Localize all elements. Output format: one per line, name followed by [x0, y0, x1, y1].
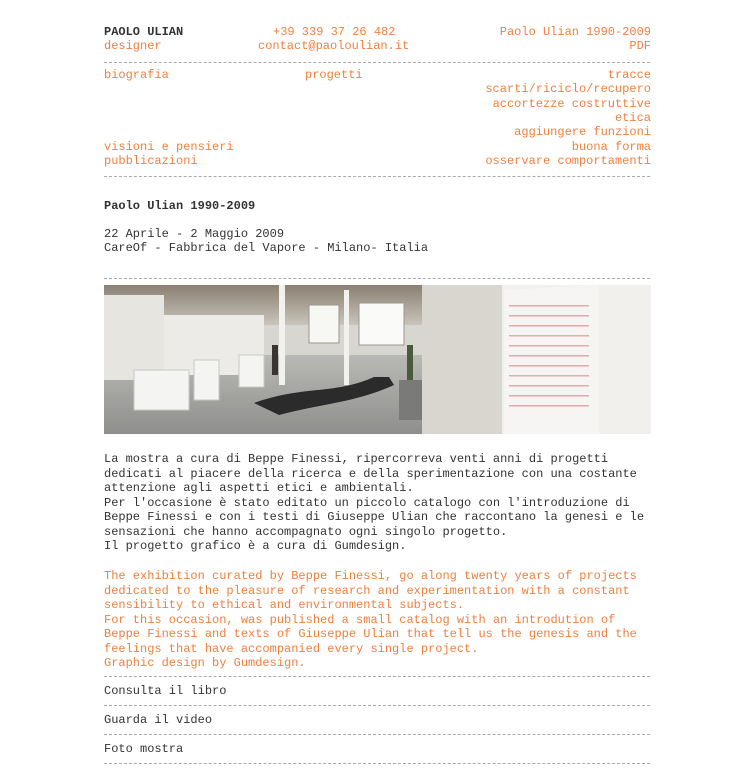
nav-scarti[interactable]: scarti/riciclo/recupero: [485, 82, 651, 96]
text-line: sensazioni che hanno accompagnato ogni singolo progetto.: [104, 524, 508, 539]
exhibit-link[interactable]: Paolo Ulian 1990-2009: [499, 25, 651, 39]
text-line: attenzione agli aspetti etici e ambientali.: [104, 481, 414, 495]
pdf-link[interactable]: PDF: [629, 39, 651, 53]
text-line: Beppe Finessi e con i testi di Giuseppe Ulian che raccontano la genesi e le: [104, 510, 645, 524]
nav-etica[interactable]: etica: [614, 111, 651, 125]
book-link[interactable]: Consulta il libro: [104, 684, 227, 698]
phone-number: +39 339 37 26 482: [273, 25, 396, 39]
exhibition-title: Paolo Ulian 1990-2009: [104, 199, 256, 213]
divider: [104, 734, 650, 735]
exhibition-venue: CareOf - Fabbrica del Vapore - Milano- Italia: [104, 241, 429, 255]
text-line: Beppe Finessi and texts of Giuseppe Ulian that tell us the genesis and the: [104, 627, 637, 641]
text-line: Il progetto grafico è a cura di Gumdesign.: [104, 539, 407, 553]
description-en: [104, 569, 664, 671]
nav-aggiungere[interactable]: aggiungere funzioni: [514, 125, 651, 139]
text-line: For this occasion, was published a small catalog with an introdution of: [104, 612, 616, 627]
divider: [104, 705, 650, 706]
divider: [104, 62, 650, 63]
exhibition-dates: 22 Aprile - 2 Maggio 2009: [104, 227, 285, 241]
nav-tracce[interactable]: tracce: [607, 68, 651, 82]
text-line: dedicated to the pleasure of research and experimentation with a constant: [104, 583, 630, 598]
divider: [104, 676, 650, 677]
text-line: Graphic design by Gumdesign.: [104, 656, 306, 670]
site-role: designer: [104, 39, 162, 53]
divider: [104, 176, 650, 177]
nav-biografia[interactable]: biografia: [104, 68, 169, 82]
text-line: La mostra a cura di Beppe Finessi, ripercorreva venti anni di progetti: [104, 452, 609, 466]
text-line: dedicati al piacere della ricerca e della sperimentazione con una costante: [104, 466, 637, 481]
photos-link[interactable]: Foto mostra: [104, 742, 184, 756]
email-link[interactable]: contact@paoloulian.it: [258, 39, 410, 53]
video-link[interactable]: Guarda il video: [104, 713, 213, 727]
nav-osservare[interactable]: osservare comportamenti: [485, 154, 651, 168]
text-line: The exhibition curated by Beppe Finessi, go along twenty years of projects: [104, 569, 637, 583]
text-line: sensibility to ethical and environmental subjects.: [104, 598, 465, 612]
divider: [104, 278, 650, 279]
nav-progetti[interactable]: progetti: [305, 68, 363, 82]
text-line: feelings that have accompanied every single project.: [104, 641, 479, 656]
nav-pubblicazioni[interactable]: pubblicazioni: [104, 154, 198, 168]
nav-accortezze[interactable]: accortezze costruttive: [492, 97, 651, 111]
divider: [104, 763, 650, 764]
nav-visioni[interactable]: visioni e pensieri: [104, 140, 234, 154]
exhibition-photo: [104, 285, 651, 434]
site-name: PAOLO ULIAN: [104, 25, 184, 39]
text-line: Per l'occasione è stato editato un piccolo catalogo con l'introduzione di: [104, 495, 630, 510]
nav-buona-forma[interactable]: buona forma: [571, 140, 651, 154]
description-it: [104, 452, 664, 554]
